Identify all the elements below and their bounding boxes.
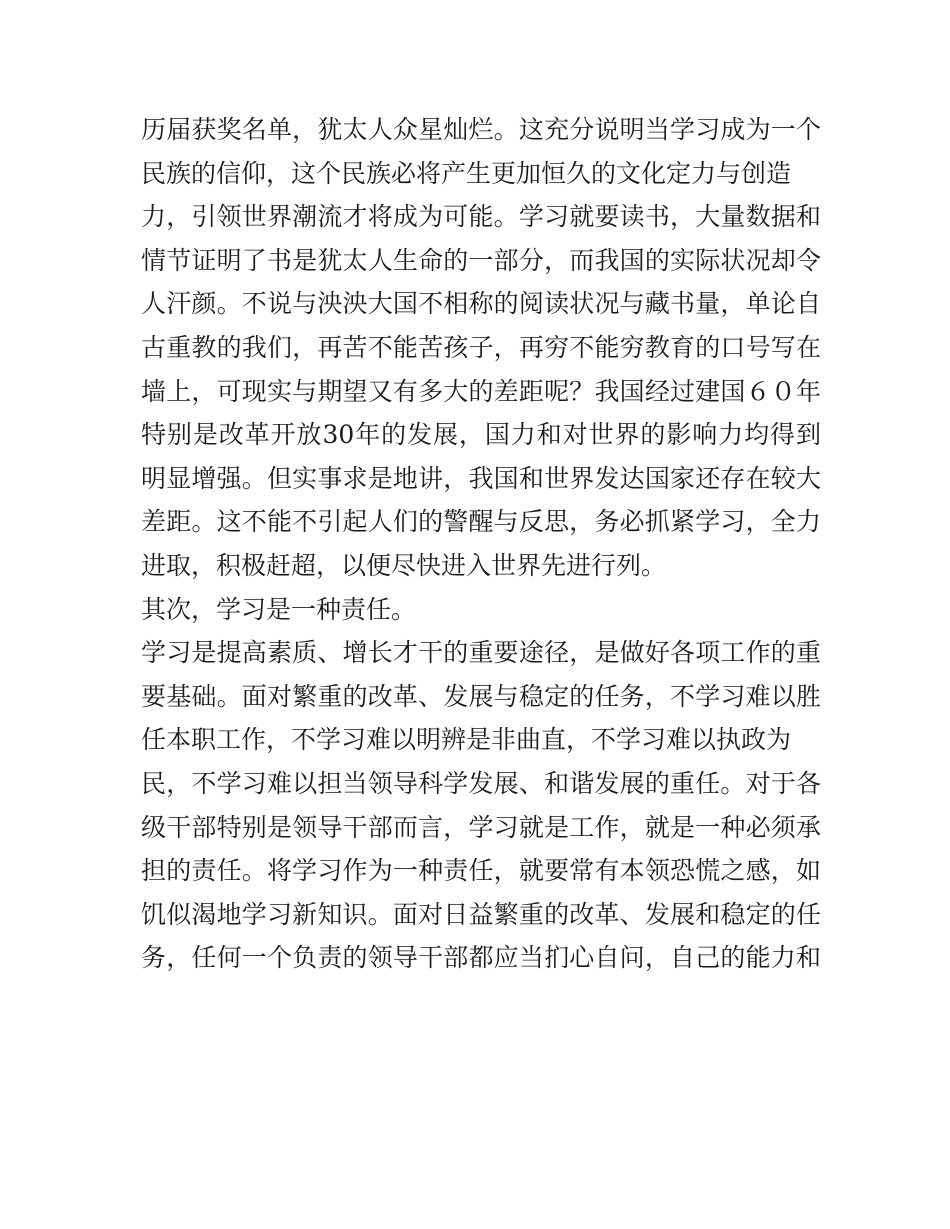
text-line: 饥似渴地学习新知识。面对日益繁重的改革、发展和稳定的任 — [141, 899, 821, 929]
body-text — [141, 108, 821, 980]
text-line: 历届获奖名单，犹太人众星灿烂。这充分说明当学习成为一个 — [141, 115, 821, 144]
text-line: 民，不学习难以担当领导科学发展、和谐发展的重任。对于各 — [141, 768, 821, 798]
text-line: 要基础。面对繁重的改革、发展与稳定的任务，不学习难以胜 — [141, 681, 821, 711]
text-line: 特别是改革开放30年的发展，国力和对世界的影响力均得到 — [141, 420, 821, 450]
text-line: 墙上，可现实与期望又有多大的差距呢？我国经过建国６０年 — [141, 376, 821, 406]
text-line: 务，任何一个负责的领导干部都应当扪心自问，自己的能力和 — [141, 943, 821, 973]
text-line: 明显增强。但实事求是地讲，我国和世界发达国家还存在较大 — [141, 463, 821, 493]
text-line: 力，引领世界潮流才将成为可能。学习就要读书，大量数据和 — [141, 202, 821, 232]
text-line: 人汗颜。不说与泱泱大国不相称的阅读状况与藏书量，单论自 — [141, 289, 821, 319]
section-heading: 其次，学习是一种责任。 — [141, 594, 417, 624]
text-line: 民族的信仰，这个民族必将产生更加恒久的文化定力与创造 — [141, 158, 792, 188]
text-line: 担的责任。将学习作为一种责任，就要常有本领恐慌之感，如 — [141, 856, 821, 886]
text-line: 学习是提高素质、增长才干的重要途径，是做好各项工作的重 — [141, 638, 821, 668]
text-line: 古重教的我们，再苦不能苦孩子，再穷不能穷教育的口号写在 — [141, 332, 821, 362]
text-line: 差距。这不能不引起人们的警醒与反思，务必抓紧学习，全力 — [141, 507, 821, 537]
text-line: 进取，积极赶超，以便尽快进入世界先进行列。 — [141, 550, 667, 580]
text-line: 情节证明了书是犹太人生命的一部分，而我国的实际状况却令 — [141, 245, 821, 275]
text-line: 级干部特别是领导干部而言，学习就是工作，就是一种必须承 — [141, 812, 821, 842]
text-line: 任本职工作，不学习难以明辨是非曲直，不学习难以执政为 — [141, 725, 792, 755]
